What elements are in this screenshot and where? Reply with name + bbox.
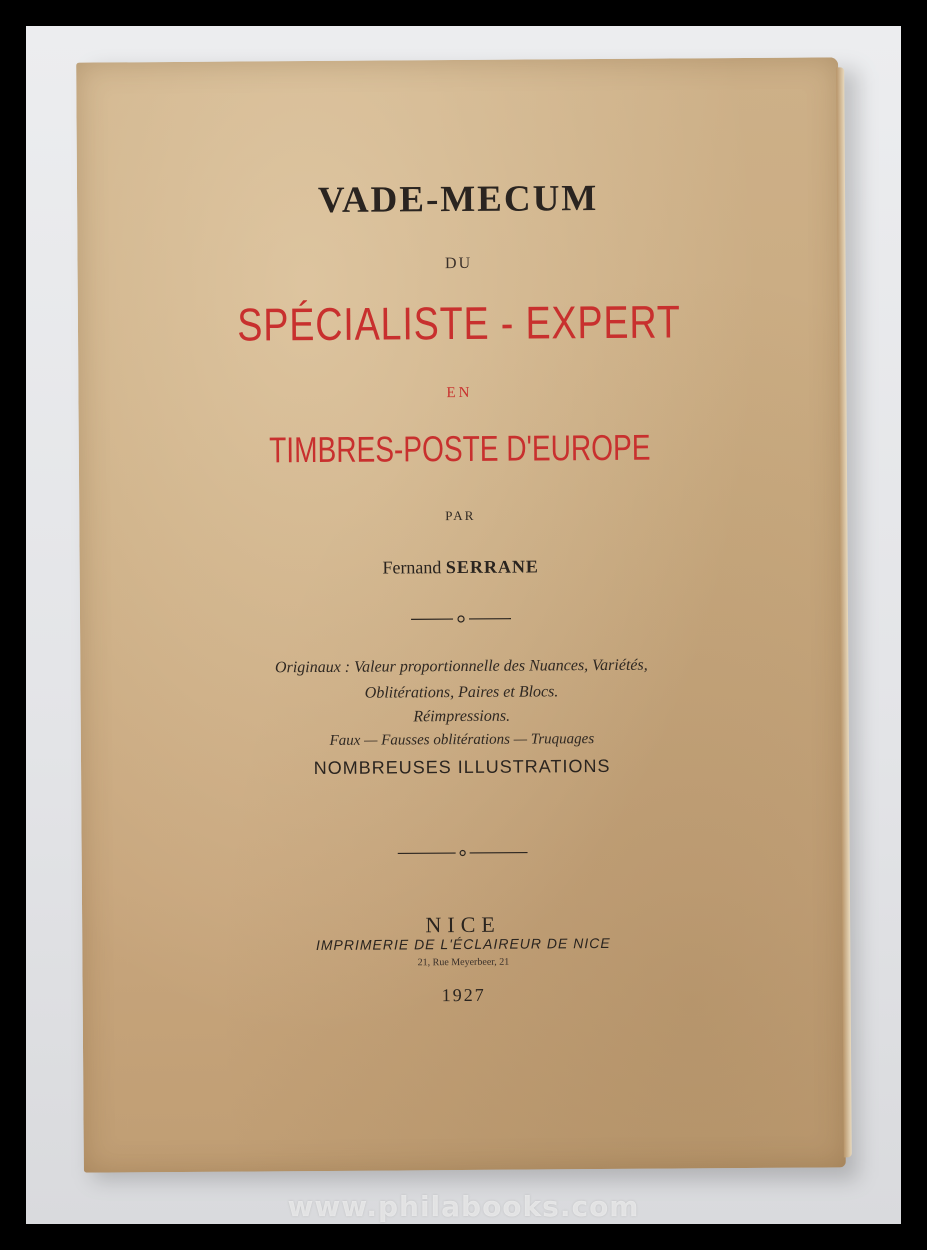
description-line-3: Réimpressions.: [413, 707, 511, 726]
cover-topic: TIMBRES-POSTE D'EUROPE: [269, 426, 651, 471]
cover-subject: SPÉCIALISTE - EXPERT: [237, 295, 681, 351]
publisher-printer: IMPRIMERIE DE L'ÉCLAIREUR DE NICE: [315, 934, 611, 954]
cover-title: VADE-MECUM: [317, 178, 599, 221]
publisher-city: NICE: [425, 911, 501, 938]
author-last-name: SERRANE: [445, 556, 539, 578]
watermark: www.philabooks.com: [287, 1190, 640, 1223]
cover-author: [80, 554, 842, 580]
cover-du: DU: [444, 254, 473, 273]
ornament-divider-top: [411, 613, 511, 626]
publication-year: 1927: [441, 984, 486, 1006]
cover-en: EN: [446, 384, 473, 402]
cover-par: PAR: [445, 507, 476, 524]
description-line-2: Oblitérations, Paires et Blocs.: [364, 683, 559, 702]
ornament-divider-bottom: [398, 847, 528, 860]
illustrations-note: NOMBREUSES ILLUSTRATIONS: [313, 755, 611, 779]
author-first-name: Fernand: [382, 557, 442, 578]
description-line-4: Faux — Fausses oblitérations — Truquages: [329, 731, 595, 749]
description-line-1: Originaux : Valeur proportionnelle des Nuances, Variétés,: [274, 656, 648, 677]
publisher-address: 21, Rue Meyerbeer, 21: [417, 956, 510, 969]
book-cover: [76, 57, 846, 1172]
